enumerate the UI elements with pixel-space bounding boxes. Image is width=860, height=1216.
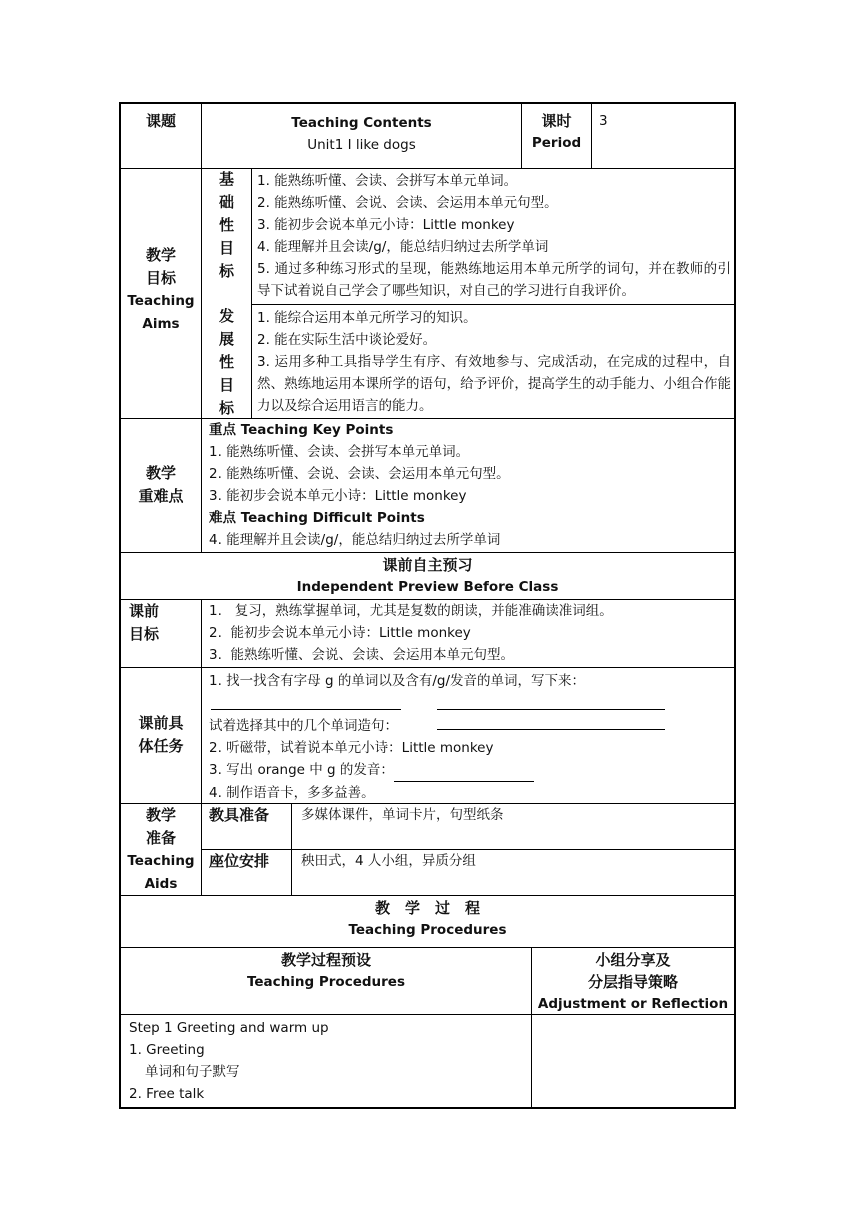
procedures-body bbox=[129, 1017, 529, 1105]
list-item: 2. 能在实际生活中谈论爱好。 bbox=[257, 332, 437, 348]
row-divider bbox=[121, 947, 734, 948]
basic-char: 础 bbox=[218, 193, 234, 211]
basic-aims-label bbox=[202, 168, 251, 283]
task-item bbox=[209, 759, 729, 782]
procedures-title-cn: 教 学 过 程 bbox=[374, 899, 480, 917]
row-divider bbox=[121, 895, 734, 896]
list-item: 1. 能熟练听懂、会读、会拼写本单元单词。 bbox=[209, 444, 470, 460]
task-item bbox=[209, 715, 729, 737]
list-item: 2. 能初步会说本单元小诗：Little monkey bbox=[209, 625, 471, 641]
preview-task-label bbox=[121, 712, 201, 758]
tools-value: 多媒体课件，单词卡片，句型纸条 bbox=[301, 807, 504, 823]
list-item: 1. 能综合运用本单元所学习的知识。 bbox=[257, 310, 477, 326]
col2-header-cn-2: 分层指导策略 bbox=[587, 973, 678, 991]
aids-label-4: Aids bbox=[144, 876, 178, 892]
keypoints-content bbox=[209, 419, 729, 551]
unit-title: Unit1 I like dogs bbox=[307, 137, 416, 153]
goal-label-1: 课前 bbox=[129, 602, 160, 620]
answer-lines bbox=[209, 693, 729, 715]
task-label-1: 课前具 bbox=[138, 714, 184, 732]
col-divider bbox=[251, 168, 252, 418]
answer-blank bbox=[394, 767, 534, 782]
seat-label: 座位安排 bbox=[209, 852, 270, 870]
aims-label-en-1: Teaching bbox=[127, 293, 195, 309]
keypoints-label-2: 重难点 bbox=[138, 487, 184, 505]
list-item: 4. 能理解并且会读/g/，能总结归纳过去所学单词 bbox=[257, 239, 549, 255]
col2-header-cn-1: 小组分享及 bbox=[595, 951, 671, 969]
task-label-2: 体任务 bbox=[138, 737, 184, 755]
col-divider bbox=[291, 803, 292, 895]
aids-label bbox=[121, 804, 201, 896]
period-value: 3 bbox=[599, 113, 608, 129]
dev-char: 发 bbox=[218, 307, 234, 325]
keypoints-label-1: 教学 bbox=[145, 464, 176, 482]
keypoints-label bbox=[121, 462, 201, 508]
task-item: 2. 听磁带，试着说本单元小诗：Little monkey bbox=[209, 739, 494, 756]
basic-char: 基 bbox=[218, 170, 234, 188]
dev-char: 性 bbox=[218, 353, 234, 371]
lesson-plan-table bbox=[119, 102, 736, 1109]
key-points-title: 重点 Teaching Key Points bbox=[209, 422, 394, 438]
list-item: 1. 能熟练听懂、会读、会拼写本单元单词。 bbox=[257, 173, 518, 189]
difficult-points-title: 难点 Teaching Difficult Points bbox=[209, 510, 425, 526]
col1-header-cn: 教学过程预设 bbox=[280, 951, 371, 969]
goal-label-2: 目标 bbox=[129, 625, 160, 643]
basic-char: 目 bbox=[218, 239, 234, 257]
procedures-title-en: Teaching Procedures bbox=[348, 922, 507, 938]
dev-char: 展 bbox=[218, 330, 234, 348]
col-divider bbox=[201, 803, 202, 895]
procedure-item: 1. Greeting bbox=[129, 1042, 205, 1058]
list-item: 3. 运用多种工具指导学生有序、有效地参与、完成活动，在完成的过程中，自然、熟练地运用本课所学的语句，给予评价，提高学生的动手能力、小组合作能力以及综合运用语言的能力。 bbox=[257, 354, 731, 414]
task-orange-prompt: 3. 写出 orange 中 g 的发音： bbox=[209, 762, 394, 778]
tools-label: 教具准备 bbox=[209, 806, 270, 824]
task-sentence-prompt: 试着选择其中的几个单词造句： bbox=[209, 717, 398, 734]
procedures-col2-header bbox=[532, 949, 734, 1015]
list-item: 2. 能熟练听懂、会说、会读、会运用本单元句型。 bbox=[257, 195, 558, 211]
dev-char: 目 bbox=[218, 376, 234, 394]
dev-char: 标 bbox=[218, 399, 234, 417]
preview-title-en: Independent Preview Before Class bbox=[296, 579, 559, 595]
topic-label: 课题 bbox=[145, 112, 176, 130]
preview-header bbox=[121, 554, 734, 598]
period-label bbox=[522, 110, 591, 154]
col1-header-en: Teaching Procedures bbox=[246, 974, 405, 990]
period-label-cn: 课时 bbox=[541, 112, 572, 130]
contents-cell bbox=[202, 112, 521, 156]
preview-tasks bbox=[209, 670, 729, 804]
list-item: 3. 能熟练听懂、会说、会读、会运用本单元句型。 bbox=[209, 647, 514, 663]
basic-char: 标 bbox=[218, 262, 234, 280]
answer-blank bbox=[437, 715, 665, 730]
dev-aims-list bbox=[257, 307, 731, 417]
aims-label bbox=[121, 244, 201, 336]
contents-title: Teaching Contents bbox=[291, 115, 432, 131]
list-item: 3. 能初步会说本单元小诗：Little monkey bbox=[257, 217, 515, 233]
period-label-en: Period bbox=[531, 135, 582, 151]
row-divider bbox=[251, 304, 734, 305]
row-divider bbox=[121, 667, 734, 668]
answer-blank bbox=[437, 695, 665, 710]
aims-label-cn-1: 教学 bbox=[145, 246, 176, 264]
aims-label-cn-2: 目标 bbox=[145, 269, 176, 287]
preview-goals bbox=[209, 600, 729, 666]
step-title: Step 1 Greeting and warm up bbox=[129, 1020, 329, 1036]
aids-label-1: 教学 bbox=[145, 806, 176, 824]
list-item: 4. 能理解并且会读/g/，能总结归纳过去所学单词 bbox=[209, 532, 501, 548]
list-item: 3. 能初步会说本单元小诗：Little monkey bbox=[209, 488, 467, 504]
task-item: 1. 找一找含有字母 g 的单词以及含有/g/发音的单词，写下来： bbox=[209, 673, 585, 689]
col2-header-en: Adjustment or Reflection bbox=[537, 996, 729, 1012]
dev-aims-label bbox=[202, 305, 251, 420]
procedure-subitem: 单词和句子默写 bbox=[145, 1064, 240, 1080]
preview-goal-label bbox=[129, 600, 201, 646]
procedures-header bbox=[121, 897, 734, 941]
task-item: 4. 制作语音卡，多多益善。 bbox=[209, 784, 375, 801]
procedure-item: 2. Free talk bbox=[129, 1086, 205, 1102]
aids-label-3: Teaching bbox=[127, 853, 195, 869]
row-divider bbox=[121, 552, 734, 553]
col-divider bbox=[591, 104, 592, 168]
col-divider bbox=[201, 599, 202, 803]
aids-label-2: 准备 bbox=[145, 829, 176, 847]
list-item: 1. 复习，熟练掌握单词，尤其是复数的朗读，并能准确读准词组。 bbox=[209, 603, 613, 619]
list-item: 2. 能熟练听懂、会说、会读、会运用本单元句型。 bbox=[209, 466, 510, 482]
answer-blank bbox=[211, 695, 401, 710]
seat-value: 秧田式，4 人小组，异质分组 bbox=[301, 853, 476, 869]
aims-label-en-2: Aims bbox=[142, 316, 180, 332]
preview-title-cn: 课前自主预习 bbox=[382, 556, 473, 574]
basic-aims-list bbox=[257, 170, 731, 302]
list-item: 5. 通过多种练习形式的呈现，能熟练地运用本单元所学的词句，并在教师的引导下试着说自己学会了哪些知识，对自己的学习进行自我评价。 bbox=[257, 261, 731, 299]
procedures-col1-header bbox=[121, 949, 531, 993]
basic-char: 性 bbox=[218, 216, 234, 234]
